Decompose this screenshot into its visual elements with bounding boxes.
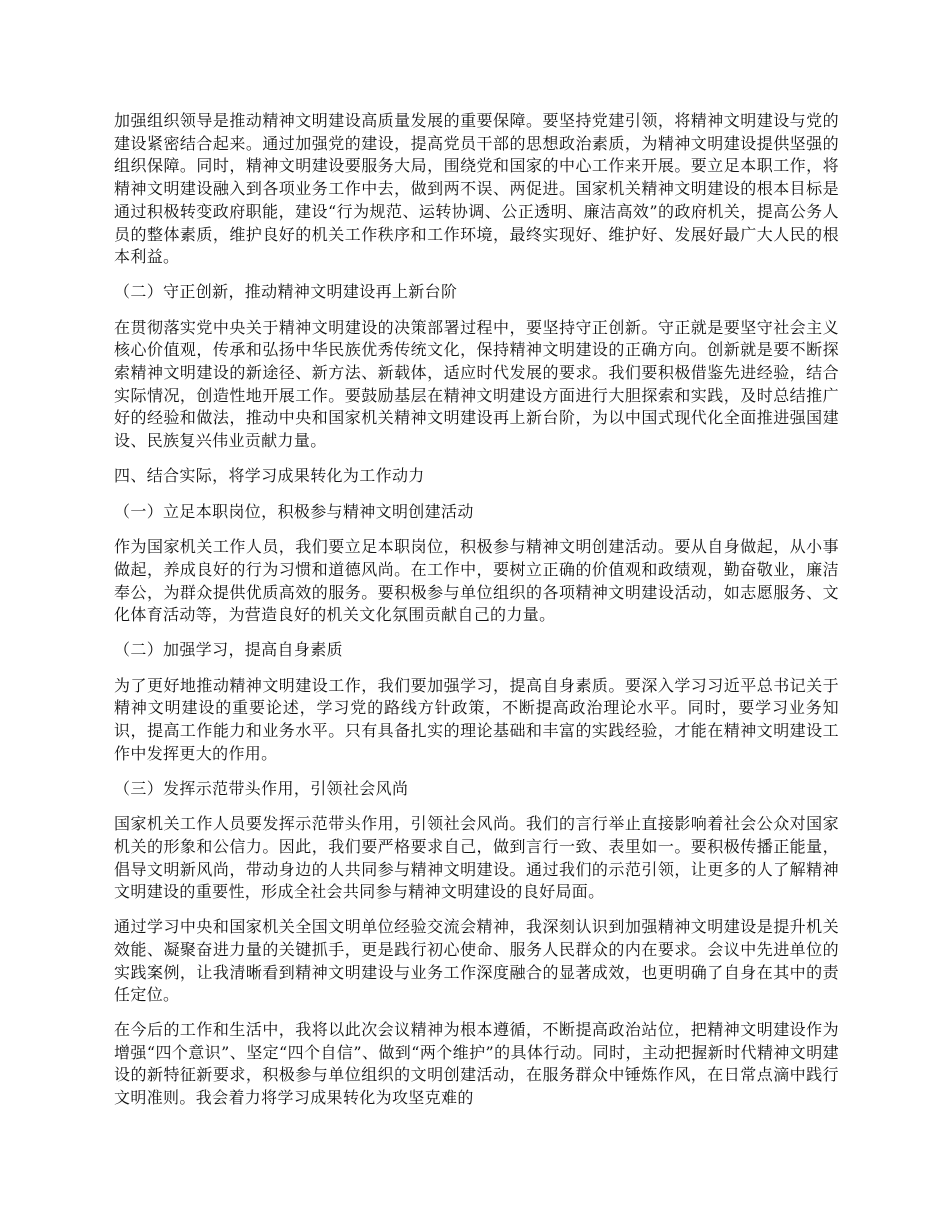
paragraph-reflection: 通过学习中央和国家机关全国文明单位经验交流会精神，我深刻认识到加强精神文明建设是提升机关效能、凝聚奋进力量的关键抓手，更是践行初心使命、服务人民群众的内在要求。会议中先进单位的实践案例，让我清晰看到精神文明建设与业务工作深度融合的显著成效，也更明确了自身在其中的责任定位。 xyxy=(114,917,839,1005)
paragraph-example: 国家机关工作人员要发挥示范带头作用，引领社会风尚。我们的言行举止直接影响着社会公众对国家机关的形象和公信力。因此，我们要严格要求自己，做到言行一致、表里如一。要积极传播正能量，倡导文明新风尚，带动身边的人共同参与精神文明建设。通过我们的示范引领，让更多的人了解精神文明建设的重要性，形成全社会共同参与精神文明建设的良好局面。 xyxy=(114,814,839,902)
paragraph-future-work: 在今后的工作和生活中，我将以此次会议精神为根本遵循，不断提高政治站位，把精神文明建设作为增强“四个意识”、坚定“四个自信”、做到“两个维护”的具体行动。同时，主动把握新时代精神文明建设的新特征新要求，积极参与单位组织的文明创建活动，在服务群众中锤炼作风，在日常点滴中践行文明准则。我会着力将学习成果转化为攻坚克难的 xyxy=(114,1019,839,1108)
section-heading-post: （一）立足本职岗位，积极参与精神文明创建活动 xyxy=(114,501,474,521)
section-heading-study: （二）加强学习，提高自身素质 xyxy=(114,640,343,660)
paragraph-post: 作为国家机关工作人员，我们要立足本职岗位，积极参与精神文明创建活动。要从自身做起，从小事做起，养成良好的行为习惯和道德风尚。在工作中，要树立正确的价值观和政绩观，勤奋敬业，廉洁奉公，为群众提供优质高效的服务。要积极参与单位组织的各项精神文明建设活动，如志愿服务、文化体育活动等，为营造良好的机关文化氛围贡献自己的力量。 xyxy=(114,537,839,625)
section-heading-example: （三）发挥示范带头作用，引领社会风尚 xyxy=(114,778,409,798)
paragraph-organizational-leadership: 加强组织领导是推动精神文明建设高质量发展的重要保障。要坚持党建引领，将精神文明建设与党的建设紧密结合起来。通过加强党的建设，提高党员干部的思想政治素质，为精神文明建设提供坚强的组织保障。同时，精神文明建设要服务大局，围绕党和国家的中心工作来开展。要立足本职工作，将精神文明建设融入到各项业务工作中去，做到两不误、两促进。国家机关精神文明建设的根本目标是通过积极转变政府职能，建设“行为规范、运转协调、公正透明、廉洁高效”的政府机关，提高公务人员的整体素质，维护良好的机关工作秩序和工作环境，最终实现好、维护好、发展好最广大人民的根本利益。 xyxy=(114,111,839,267)
section-heading-innovation: （二）守正创新，推动精神文明建设再上新台阶 xyxy=(114,281,458,301)
paragraph-innovation: 在贯彻落实党中央关于精神文明建设的决策部署过程中，要坚持守正创新。守正就是要坚守社会主义核心价值观，传承和弘扬中华民族优秀传统文化，保持精神文明建设的正确方向。创新就是要不断探索精神文明建设的新途径、新方法、新载体，适应时代发展的要求。我们要积极借鉴先进经验，结合实际情况，创造性地开展工作。要鼓励基层在精神文明建设方面进行大胆探索和实践，及时总结推广好的经验和做法，推动中央和国家机关精神文明建设再上新台阶，为以中国式现代化全面推进强国建设、民族复兴伟业贡献力量。 xyxy=(114,317,839,451)
paragraph-study: 为了更好地推动精神文明建设工作，我们要加强学习，提高自身素质。要深入学习习近平总书记关于精神文明建设的重要论述，学习党的路线方针政策，不断提高政治理论水平。同时，要学习业务知识，提高工作能力和业务水平。只有具备扎实的理论基础和丰富的实践经验，才能在精神文明建设工作中发挥更大的作用。 xyxy=(114,675,839,763)
chapter-heading-four: 四、结合实际，将学习成果转化为工作动力 xyxy=(114,465,425,485)
document-page xyxy=(114,110,839,1122)
